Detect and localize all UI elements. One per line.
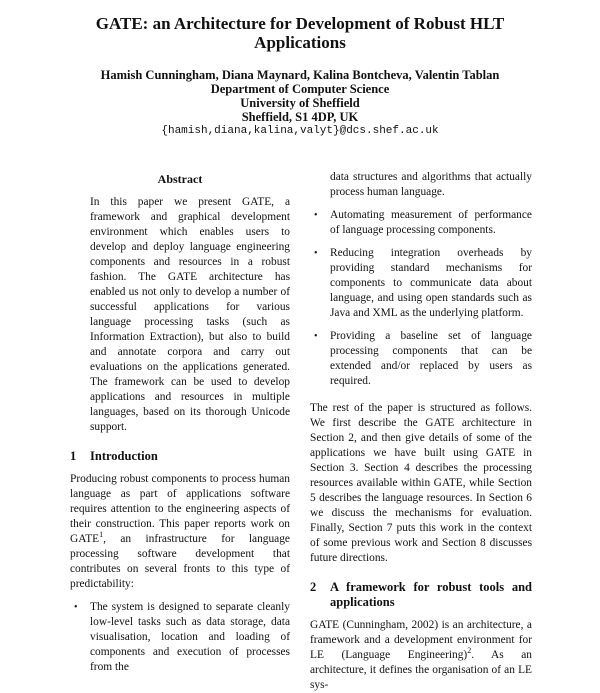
section-2-paragraph xyxy=(310,618,532,693)
author-names: Hamish Cunningham, Diana Maynard, Kalina Bontcheva, Valentin Tablan xyxy=(100,68,500,82)
bullet-marker: • xyxy=(314,248,318,259)
title-line-2: Applications xyxy=(254,33,346,52)
bullet-text: Reducing integration overheads by providing standard mechanisms for components to communicate data about language, and using open standards such as Java and XML as the underlying platform. xyxy=(330,247,532,319)
bullet-text: The system is designed to separate cleanly low-level tasks such as data storage, data visualisation, location and loading of components and execution of processes from the xyxy=(90,601,290,673)
section-2-title: A framework for robust tools and applications xyxy=(330,580,532,609)
section-1-heading xyxy=(70,449,290,464)
footnote-mark-1: 1 xyxy=(99,530,104,540)
author-block xyxy=(40,68,560,138)
intro-paragraph xyxy=(70,472,290,592)
bullet-item xyxy=(310,329,532,389)
section-2-number: 2 xyxy=(310,580,317,594)
abstract-text: In this paper we present GATE, a framework and graphical development environment which enables users to develop and deploy language engineering components and resources in a robust fashion. The GATE architecture has enabled us not only to develop a number of successful applications for various language processing tasks (such as Information Extraction), but also to build and annotate corpora and carry out evaluations on the applications generated. The framework can be used to develop applications and resources in multiple languages, based on its thorough Unicode support. xyxy=(90,196,290,433)
university: University of Sheffield xyxy=(240,96,360,110)
section-2-text-a: GATE (Cunningham, 2002) is an architecture, a framework and a development environment for LE (Language Engineering) xyxy=(310,619,532,661)
bullet-text: Providing a baseline set of language processing components that can be extended and/or replaced by users as required. xyxy=(330,330,532,387)
intro-bullet xyxy=(70,600,290,675)
department: Department of Computer Science xyxy=(210,82,390,96)
intro-text-a: Producing robust components to process human language as part of applications software requires attention to the engineering aspects of their construction. This paper reports work on GATE xyxy=(70,473,290,545)
bullet-marker: • xyxy=(314,210,318,221)
paper-title xyxy=(60,14,540,52)
structure-paragraph: The rest of the paper is structured as follows. We first describe the GATE architecture in Section 2, and then give details of some of the applications we have built using GATE in Section 3. Section 4 describes the processing resources available within GATE, while Section 5 describes the language resources. In Section 6 we discuss the mechanisms for evaluation. Finally, Section 7 puts this work in the context of some previous work and Section 8 discusses future directions. xyxy=(310,402,532,564)
left-column xyxy=(70,170,290,675)
bullet-continuation: data structures and algorithms that actually process human language. xyxy=(330,171,532,198)
abstract-heading: Abstract xyxy=(157,172,203,186)
section-1-number: 1 xyxy=(70,449,77,463)
footnote-mark-2: 2 xyxy=(467,646,472,656)
right-column xyxy=(310,170,532,693)
section-2-heading xyxy=(310,580,532,610)
address: Sheffield, S1 4DP, UK xyxy=(241,110,359,124)
email: {hamish,diana,kalina,valyt}@dcs.shef.ac.uk xyxy=(161,125,439,137)
bullet-text: Automating measurement of performance of language processing components. xyxy=(330,209,532,236)
bullet-item xyxy=(310,208,532,238)
title-line-1: GATE: an Architecture for Development of Robust HLT xyxy=(95,14,505,33)
intro-text-b: , an infrastructure for language processing software development that contributes on several fronts to this type of predictability: xyxy=(70,533,290,590)
bullet-marker: • xyxy=(74,602,78,613)
bullet-item xyxy=(310,246,532,321)
bullet-marker: • xyxy=(314,331,318,342)
section-1-title: Introduction xyxy=(90,449,158,463)
section-2-text-b: . As an architecture, it defines the organisation of an LE sys- xyxy=(310,649,532,691)
